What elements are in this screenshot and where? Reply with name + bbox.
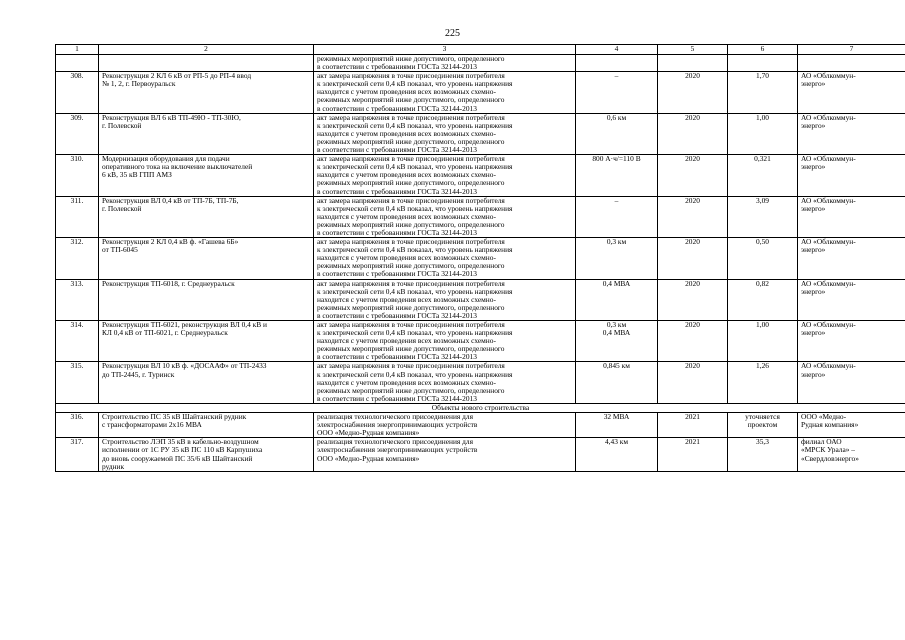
cell-line: Реконструкция ВЛ 10 кВ ф. «ДОСААФ» от ТП-2433 — [102, 361, 267, 371]
column-header: 6 — [728, 45, 798, 55]
capacity — [576, 279, 658, 320]
cell-line: 0,4 МВА — [602, 279, 631, 288]
cell-line: режимных мероприятий ниже допустимого, определенного — [317, 261, 505, 271]
cell-line: электроснабжения энергопринимающих устройств — [317, 420, 478, 430]
cell-line: режимных мероприятий ниже допустимого, определенного — [317, 302, 505, 312]
cell-line: от ТП-6045 — [102, 245, 138, 255]
row-number: 317. — [56, 438, 99, 471]
cell-line: в соответствии с требованиями ГОСТа 32144-2013 — [317, 62, 477, 72]
cell-line: 0,3 км — [606, 237, 627, 247]
capacity — [576, 155, 658, 196]
justification — [314, 72, 576, 113]
owner — [798, 321, 905, 362]
cell-line: энерго» — [801, 245, 826, 255]
table-row — [56, 113, 905, 154]
cell-line: в соответствии с требованиями ГОСТа 32144-2013 — [317, 310, 477, 320]
justification — [314, 196, 576, 237]
table-row — [56, 413, 905, 438]
cell-line: в соответствии с требованиями ГОСТа 32144-2013 — [317, 352, 477, 362]
object-name — [99, 413, 314, 438]
cell-line: находится с учетом проведения всех возможных схемно- — [317, 294, 496, 304]
row-number: 309. — [56, 113, 99, 154]
row-number: 315. — [56, 362, 99, 403]
object-name — [99, 438, 314, 471]
column-header: 2 — [99, 45, 314, 55]
table-row — [56, 72, 905, 113]
cell-line: к электрической сети 0,4 кВ показал, что уровень напряжения — [317, 120, 513, 130]
cell-line: режимных мероприятий ниже допустимого, определенного — [317, 178, 505, 188]
cell-line: режимных мероприятий ниже допустимого, определенного — [317, 344, 505, 354]
column-header: 4 — [576, 45, 658, 55]
cell-line: акт замера напряжения в точке присоединения потребителя — [317, 279, 505, 288]
cell-line: энерго» — [801, 79, 826, 89]
cell-line: Реконструкция 2 КЛ 0,4 кВ ф. «Гашева 6Б» — [102, 237, 239, 247]
cost — [728, 362, 798, 403]
row-number: 313. — [56, 279, 99, 320]
cell-line: режимных мероприятий ниже допустимого, определенного — [317, 95, 505, 105]
cell-line: 0,3 км — [606, 320, 627, 329]
cell-line: – — [614, 71, 619, 81]
cell-line: Реконструкция ТП-6021, реконструкция ВЛ 0,4 кВ и — [102, 320, 267, 329]
cell-line: исполнении от 1С РУ 35 кВ ПС 110 кВ Карпушиха — [102, 445, 263, 455]
cell-line: 6 кВ, 35 кВ ГПП АМЗ — [102, 170, 172, 180]
section-row — [56, 403, 905, 412]
cell-line: находится с учетом проведения всех возможных схемно- — [317, 336, 496, 346]
owner — [798, 362, 905, 403]
cell-line: 4,43 км — [604, 437, 629, 447]
cell-line: 0,6 км — [606, 113, 627, 122]
object-name — [99, 155, 314, 196]
cell-line: энерго» — [801, 369, 826, 379]
cost — [728, 113, 798, 154]
owner — [798, 238, 905, 279]
capacity — [576, 321, 658, 362]
owner — [798, 438, 905, 471]
cell-line: режимных мероприятий ниже допустимого, определенного — [317, 385, 505, 395]
cell-line: ООО «Медно- — [801, 412, 847, 422]
cell-line: 1,00 — [756, 320, 769, 329]
capacity — [576, 72, 658, 113]
cell-line: реализация технологического присоединения для — [317, 412, 474, 422]
cell-line: 1,70 — [756, 71, 769, 81]
cell-line: акт замера напряжения в точке присоединения потребителя — [317, 320, 505, 329]
table-row — [56, 362, 905, 403]
year: 2020 — [658, 321, 728, 362]
cell-line: АО «Облкоммун- — [801, 237, 856, 247]
page-number: 225 — [445, 28, 460, 39]
table-row — [56, 196, 905, 237]
cell-line: энерго» — [801, 328, 826, 338]
cell-line: 3,09 — [756, 196, 769, 205]
cell-line: АО «Облкоммун- — [801, 154, 856, 164]
justification — [314, 362, 576, 403]
row-number: 316. — [56, 413, 99, 438]
row-number: 311. — [56, 196, 99, 237]
cell-line: находится с учетом проведения всех возможных схемно- — [317, 87, 496, 97]
cell-line: акт замера напряжения в точке присоединения потребителя — [317, 361, 505, 371]
table-row — [56, 279, 905, 320]
cell-line: реализация технологического присоединения для — [317, 437, 474, 447]
cell-line: энерго» — [801, 203, 826, 213]
cell-line: г. Полевской — [102, 203, 142, 213]
cell-line: АО «Облкоммун- — [801, 279, 856, 288]
cell-line: к электрической сети 0,4 кВ показал, что уровень напряжения — [317, 245, 513, 255]
cell-line: режимных мероприятий ниже допустимого, определенного — [317, 136, 505, 146]
cell-line: электроснабжения энергопринимающих устройств — [317, 445, 478, 455]
cost — [728, 413, 798, 438]
cost — [728, 438, 798, 471]
cell-line: 0,4 МВА — [602, 328, 631, 338]
cost — [728, 72, 798, 113]
cell-line: к электрической сети 0,4 кВ показал, что уровень напряжения — [317, 286, 513, 296]
row-number: 314. — [56, 321, 99, 362]
cost — [728, 321, 798, 362]
cell-line: АО «Облкоммун- — [801, 71, 856, 81]
cell-line: 35,3 — [756, 437, 769, 447]
cell-line: Реконструкция 2 КЛ 6 кВ от РП-5 до РП-4 ввод — [102, 71, 252, 81]
cell-line: энерго» — [801, 120, 826, 130]
year: 2020 — [658, 196, 728, 237]
justification — [314, 279, 576, 320]
object-name — [99, 238, 314, 279]
owner — [798, 413, 905, 438]
cost — [728, 196, 798, 237]
cell-line: 0,845 км — [603, 361, 630, 371]
justification — [314, 155, 576, 196]
object-name — [99, 72, 314, 113]
cell-line: к электрической сети 0,4 кВ показал, что уровень напряжения — [317, 369, 513, 379]
row-number: 308. — [56, 72, 99, 113]
owner — [798, 155, 905, 196]
justification — [314, 438, 576, 471]
cell-line: проектом — [747, 420, 778, 430]
year: 2020 — [658, 113, 728, 154]
cell-line: режимных мероприятий ниже допустимого, определенного — [317, 219, 505, 229]
cell-line: Рудная компания» — [801, 420, 859, 430]
cell-line: Строительство ЛЭП 35 кВ в кабельно-воздушном — [102, 437, 259, 447]
cell-line: 0,50 — [756, 237, 769, 247]
cell-line: ООО «Медно-Рудная компания» — [317, 453, 420, 463]
cell-line: г. Полевской — [102, 120, 142, 130]
cell-line: находится с учетом проведения всех возможных схемно- — [317, 211, 496, 221]
cell-line: уточняется — [745, 412, 780, 422]
cell-line: филиал ОАО — [801, 437, 842, 447]
cell-line: рудник — [102, 461, 125, 471]
cell-line: Реконструкция ВЛ 6 кВ ТП-49Ю - ТП-30Ю, — [102, 113, 241, 122]
row-number: 312. — [56, 238, 99, 279]
cell-line: КЛ 0,4 кВ от ТП-6021, г. Среднеуральск — [102, 328, 228, 338]
cell-line: к электрической сети 0,4 кВ показал, что уровень напряжения — [317, 79, 513, 89]
cell-line: АО «Облкоммун- — [801, 113, 856, 122]
cell-line: в соответствии с требованиями ГОСТа 32144-2013 — [317, 269, 477, 279]
owner — [798, 279, 905, 320]
row-number: 310. — [56, 155, 99, 196]
cell-line: акт замера напряжения в точке присоединения потребителя — [317, 154, 505, 164]
year: 2021 — [658, 413, 728, 438]
cell-line: акт замера напряжения в точке присоединения потребителя — [317, 113, 505, 122]
table-row — [56, 238, 905, 279]
year: 2020 — [658, 72, 728, 113]
justification — [314, 413, 576, 438]
capacity — [576, 113, 658, 154]
capacity — [576, 238, 658, 279]
year: 2020 — [658, 155, 728, 196]
column-header: 5 — [658, 45, 728, 55]
cell-line: 1,26 — [756, 361, 769, 371]
cell-line: до вновь сооружаемой ПС 35/6 кВ Шайтанский — [102, 453, 253, 463]
cell-line: акт замера напряжения в точке присоединения потребителя — [317, 237, 505, 247]
object-name — [99, 362, 314, 403]
cell-line: АО «Облкоммун- — [801, 361, 856, 371]
owner — [798, 72, 905, 113]
column-header-row — [56, 45, 905, 55]
cell-line: оперативного тока на включение выключателей — [102, 162, 253, 172]
cell-line: «МРСК Урала» – — [801, 445, 856, 455]
table-row — [56, 438, 905, 471]
cell-line: находится с учетом проведения всех возможных схемно- — [317, 170, 496, 180]
cell-line: энерго» — [801, 162, 826, 172]
object-name — [99, 321, 314, 362]
cell-line: к электрической сети 0,4 кВ показал, что уровень напряжения — [317, 328, 513, 338]
cell-line: в соответствии с требованиями ГОСТа 32144-2013 — [317, 186, 477, 196]
cell-line: энерго» — [801, 286, 826, 296]
cell-line: 0,321 — [754, 154, 771, 164]
projects-table — [55, 44, 905, 472]
cell-line: 800 А·ч/=110 В — [592, 154, 641, 164]
cell-line: в соответствии с требованиями ГОСТа 32144-2013 — [317, 393, 477, 403]
cell-line: АО «Облкоммун- — [801, 196, 856, 205]
cell-line: находится с учетом проведения всех возможных схемно- — [317, 377, 496, 387]
cell-line: АО «Облкоммун- — [801, 320, 856, 329]
capacity — [576, 438, 658, 471]
cell-line: до ТП-2445, г. Туринск — [102, 369, 175, 379]
cell-line: Реконструкция ВЛ 0,4 кВ от ТП-7Б, ТП-7Б, — [102, 196, 239, 205]
cell-line: акт замера напряжения в точке присоединения потребителя — [317, 71, 505, 81]
cell-line: режимных мероприятий ниже допустимого, определенного — [317, 54, 505, 63]
section-title: Объекты нового строительства — [56, 403, 905, 412]
justification — [314, 238, 576, 279]
cell-line: в соответствии с требованиями ГОСТа 32144-2013 — [317, 103, 477, 113]
cell-line: «Свердловэнерго» — [801, 453, 859, 463]
table-row — [56, 155, 905, 196]
cell-line: 32 МВА — [603, 412, 630, 422]
justification — [314, 321, 576, 362]
capacity — [576, 362, 658, 403]
year: 2021 — [658, 438, 728, 471]
capacity — [576, 413, 658, 438]
cell-line: в соответствии с требованиями ГОСТа 32144-2013 — [317, 145, 477, 155]
object-name — [99, 113, 314, 154]
cell-line: – — [614, 196, 619, 205]
year: 2020 — [658, 362, 728, 403]
owner — [798, 196, 905, 237]
cell-line: № 1, 2, г. Первоуральск — [102, 79, 176, 89]
cell-line: к электрической сети 0,4 кВ показал, что уровень напряжения — [317, 203, 513, 213]
cell-line: находится с учетом проведения всех возможных схемно- — [317, 128, 496, 138]
table-row — [56, 321, 905, 362]
cell-line: к электрической сети 0,4 кВ показал, что уровень напряжения — [317, 162, 513, 172]
justification — [314, 113, 576, 154]
owner — [798, 113, 905, 154]
cell-line: с трансформаторами 2х16 МВА — [102, 420, 202, 430]
cell-line: Модернизация оборудования для подачи — [102, 154, 230, 164]
cost — [728, 279, 798, 320]
cell-line: 1,00 — [756, 113, 769, 122]
year: 2020 — [658, 238, 728, 279]
column-header: 7 — [798, 45, 905, 55]
column-header: 1 — [56, 45, 99, 55]
cell-line: 0,82 — [756, 279, 769, 288]
object-name — [99, 279, 314, 320]
cost — [728, 155, 798, 196]
cell-line: Реконструкция ТП-6018, г. Среднеуральск — [102, 279, 235, 288]
cell-line: ООО «Медно-Рудная компания» — [317, 428, 420, 438]
cell-line: Строительство ПС 35 кВ Шайтанский рудник — [102, 412, 247, 422]
cost — [728, 238, 798, 279]
object-name — [99, 196, 314, 237]
continuation-row — [56, 55, 905, 72]
cell-line: в соответствии с требованиями ГОСТа 32144-2013 — [317, 227, 477, 237]
cell-line: находится с учетом проведения всех возможных схемно- — [317, 253, 496, 263]
year: 2020 — [658, 279, 728, 320]
capacity — [576, 196, 658, 237]
column-header: 3 — [314, 45, 576, 55]
cell-line: акт замера напряжения в точке присоединения потребителя — [317, 196, 505, 205]
